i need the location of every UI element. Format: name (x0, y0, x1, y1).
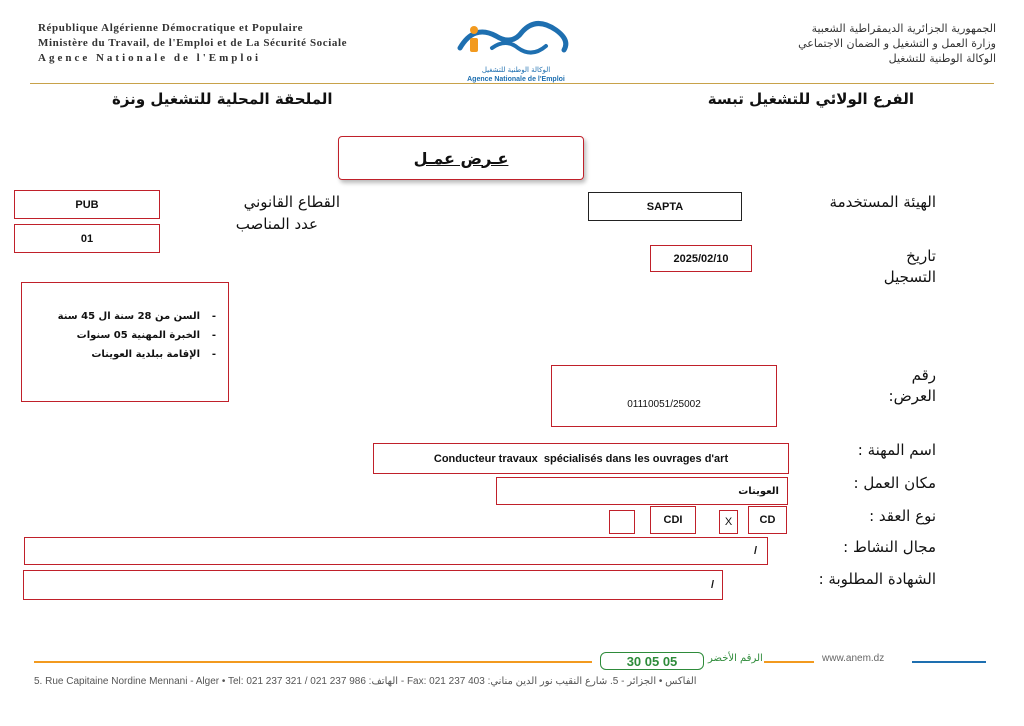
reg-date-label-1: تاريخ (906, 247, 936, 265)
contract-cd-box (748, 506, 787, 534)
contract-cd-label: CD (759, 514, 776, 526)
header-ar-line1: الجمهورية الجزائرية الديمقراطية الشعبية (811, 22, 996, 35)
anem-logo-icon (452, 18, 580, 62)
reg-date-value: 2025/02/10 (673, 252, 729, 265)
workplace-value: العوينات (738, 485, 779, 497)
contract-cd-mark: X (724, 516, 733, 528)
website[interactable]: www.anem.dz (822, 653, 885, 664)
header-divider (30, 83, 994, 84)
anem-logo (452, 18, 580, 83)
diploma-value: / (710, 579, 714, 591)
profession-field (373, 443, 789, 474)
requirements-dashes: - - - (211, 311, 216, 360)
employer-label: الهيئة المستخدمة (829, 193, 936, 211)
doc-title: عـرض عمـل (413, 148, 509, 168)
positions-label: عدد المناصب (235, 215, 318, 233)
offer-no-field (551, 365, 777, 427)
header-ar-line2: وزارة العمل و التشغيل و الضمان الاجتماعي (798, 37, 996, 50)
header-fr-line2: Ministère du Travail, de l'Emploi et de La Sécurité Sociale (38, 37, 348, 49)
activity-value: / (753, 545, 757, 557)
activity-field (24, 537, 768, 565)
offer-no-label-1: رقم (911, 366, 936, 384)
footer-line-orange-left (34, 661, 592, 663)
contract-cd-checkbox[interactable] (719, 510, 738, 534)
diploma-label: الشهادة المطلوبة : (818, 570, 936, 588)
footer-address: 5. Rue Capitaine Nordine Mennani - Alger • Tel: 021 237 321 / 021 237 986 :الهاتف - Fax: 021 237 403 :الفاكس • الجزائر - 5. شارع النقيب نور الدين مناني (34, 676, 697, 687)
reg-date-label-2: التسجيل (883, 268, 936, 286)
workplace-label: مكان العمل : (853, 474, 936, 492)
workplace-field (496, 477, 788, 505)
green-number-box (600, 652, 704, 670)
legal-sector-value: PUB (75, 198, 99, 211)
legal-sector-label: القطاع القانوني (243, 193, 340, 211)
logo-fr-text: Agence Nationale de l'Emploi (467, 76, 565, 83)
requirements-list (58, 307, 200, 364)
green-number: 30 05 05 (626, 653, 678, 669)
legal-sector-field (14, 190, 160, 219)
activity-label: مجال النشاط : (843, 538, 936, 556)
footer-line-orange-mid (764, 661, 814, 663)
requirements-box (21, 282, 229, 402)
contract-cdi-box (650, 506, 696, 534)
requirement-item: الخبرة المهنية 05 سنوات (76, 330, 200, 341)
header-fr-line3: Agence Nationale de l'Emploi (38, 52, 262, 64)
offer-no-value: 01110051/25002 (627, 398, 701, 410)
offer-no-label-2: العرض: (888, 387, 936, 405)
doc-title-box (338, 136, 584, 180)
requirement-item: السن من 28 سنة ال 45 سنة (57, 311, 200, 322)
logo-ar-text: الوكالة الوطنية للتشغيل (481, 66, 551, 74)
header-fr-line1: République Algérienne Démocratique et Populaire (38, 22, 304, 34)
contract-cdi-mark (610, 511, 634, 533)
employer-value: SAPTA (646, 200, 684, 213)
profession-label: اسم المهنة : (857, 441, 936, 459)
positions-field (14, 224, 160, 253)
footer-line-blue (912, 661, 986, 663)
profession-value: Conducteur travaux spécialisés dans les ouvrages d'art (433, 452, 729, 465)
branch-left: الملحقة المحلية للتشغيل ونزة (112, 90, 333, 108)
requirement-item: الإقامة ببلدية العوينات (91, 349, 200, 360)
contract-label: نوع العقد : (869, 507, 936, 525)
branch-right: الفرع الولائي للتشغيل تبسة (707, 90, 914, 108)
positions-value: 01 (80, 232, 94, 245)
diploma-field (23, 570, 723, 600)
reg-date-field (650, 245, 752, 272)
contract-cdi-label: CDI (663, 514, 683, 526)
contract-cdi-checkbox[interactable] (609, 510, 635, 534)
employer-field (588, 192, 742, 221)
header-ar-line3: الوكالة الوطنية للتشغيل (888, 52, 996, 65)
green-number-label: الرقم الأخضر (708, 653, 763, 664)
